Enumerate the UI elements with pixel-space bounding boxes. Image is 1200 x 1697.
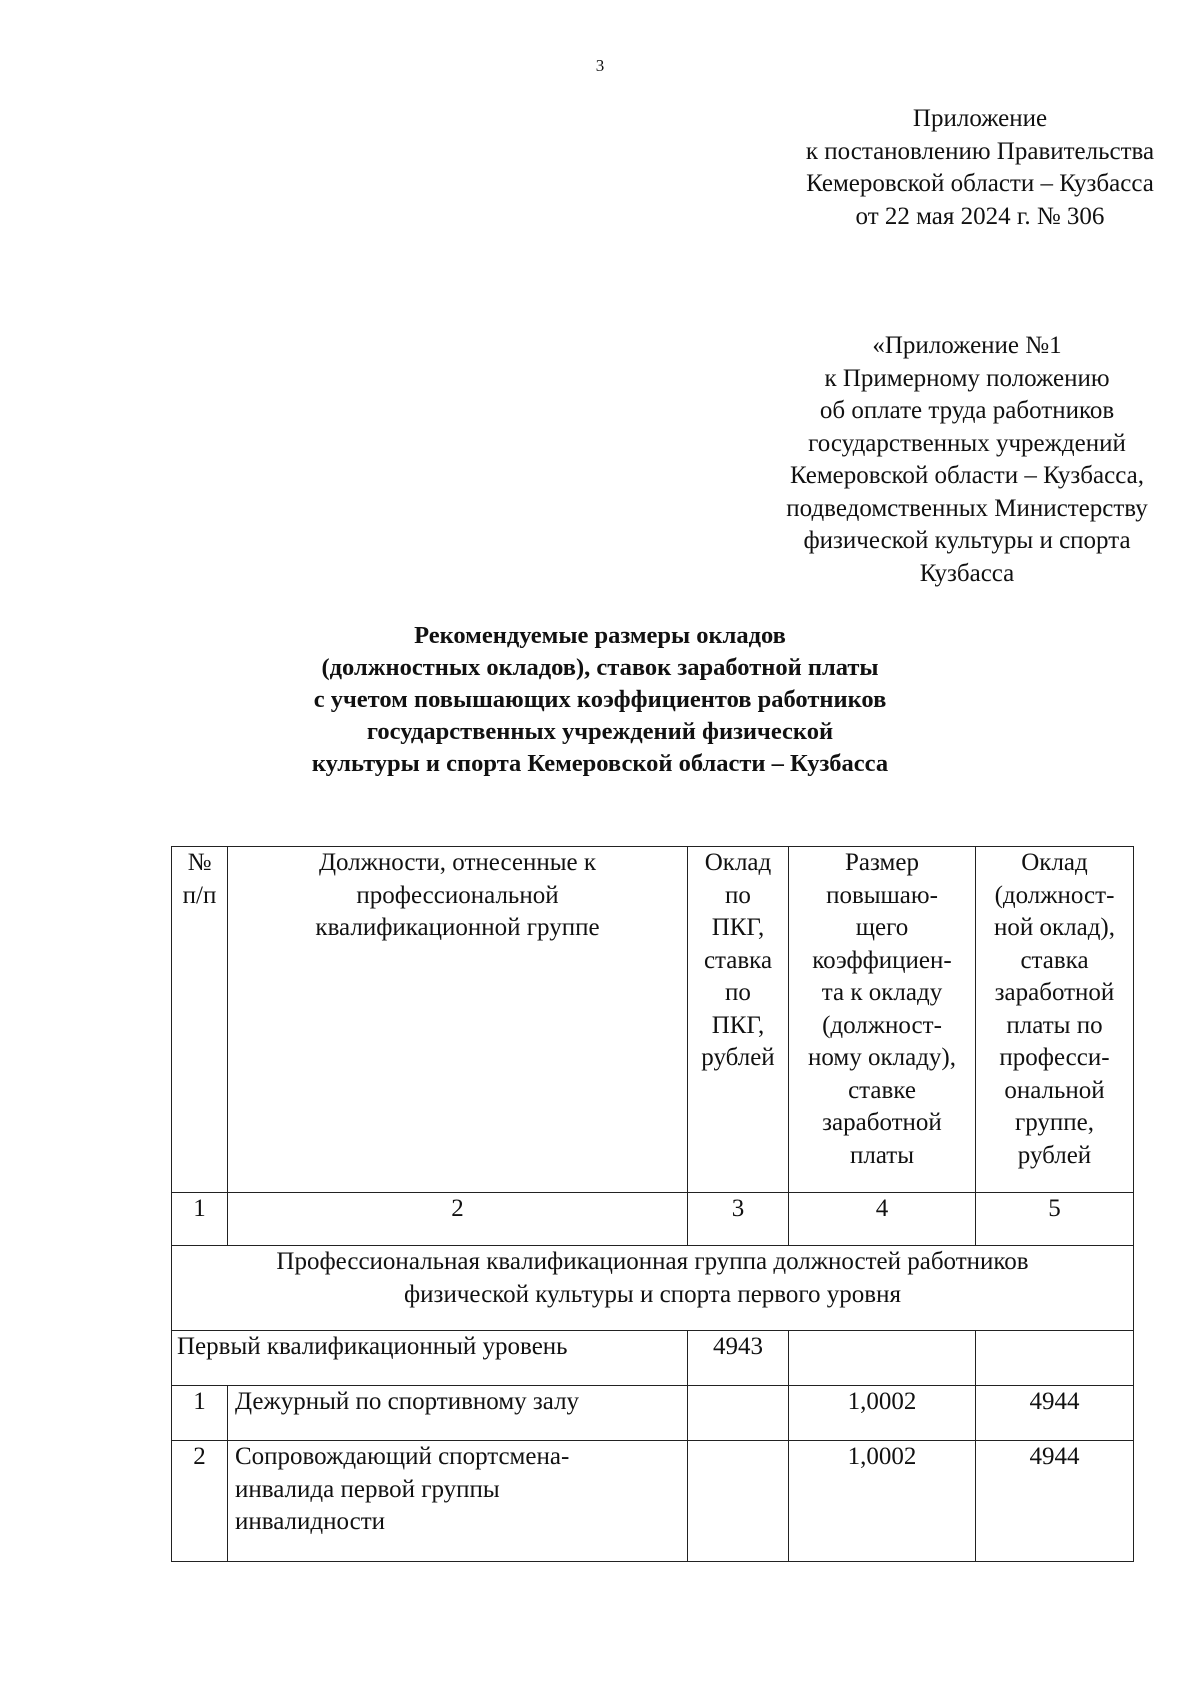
table-header-row — [172, 847, 1134, 1193]
group-title-cell — [172, 1246, 1134, 1331]
column-number: 5 — [976, 1193, 1134, 1246]
title-line: Рекомендуемые размеры окладов — [414, 622, 786, 649]
title-line: с учетом повышающих коэффициентов работников — [313, 686, 887, 713]
annex-header — [667, 330, 1200, 590]
header-cell-base-salary: Оклад по ПКГ, ставка по ПКГ, рублей — [688, 847, 789, 1193]
column-number: 2 — [228, 1193, 688, 1246]
annex-line: физической культуры и спорта — [803, 527, 1131, 554]
row-position: Дежурный по спортивному залу — [228, 1386, 688, 1441]
row-number: 1 — [172, 1386, 228, 1441]
level-salary: 4943 — [688, 1331, 789, 1386]
annex-line: к Примерному положению — [824, 364, 1110, 392]
row-total: 4944 — [976, 1441, 1134, 1562]
row-position: Сопровождающий спортсмена- инвалида первой группы инвалидности — [228, 1441, 688, 1562]
row-total: 4944 — [976, 1386, 1134, 1441]
annex-line: государственных учреждений — [808, 429, 1126, 457]
annex-line: Кемеровской области – Кузбасса, — [790, 462, 1144, 489]
title-line: культуры и спорта Кемеровской области – Кузбасса — [311, 750, 889, 777]
column-number: 4 — [789, 1193, 976, 1246]
approval-line: к постановлению Правительства — [805, 137, 1155, 165]
empty-cell — [688, 1386, 789, 1441]
approval-line: Кемеровской области – Кузбасса — [806, 170, 1154, 197]
column-number: 3 — [688, 1193, 789, 1246]
group-title-row — [172, 1246, 1134, 1331]
annex-line: об оплате труда работников — [819, 397, 1115, 424]
approval-line: Приложение — [912, 105, 1048, 132]
header-cell-number: № п/п — [172, 847, 228, 1193]
header-cell-position: Должности, отнесенные к профессиональной квалификационной группе — [228, 847, 688, 1193]
salary-table — [171, 846, 1134, 1562]
empty-cell — [789, 1331, 976, 1386]
approval-header — [680, 103, 1200, 233]
row-coefficient: 1,0002 — [789, 1386, 976, 1441]
row-coefficient: 1,0002 — [789, 1441, 976, 1562]
annex-line: Кузбасса — [919, 559, 1015, 587]
table-row — [172, 1441, 1134, 1562]
level-label: Первый квалификационный уровень — [172, 1331, 688, 1386]
row-number: 2 — [172, 1441, 228, 1562]
title-line: (должностных окладов), ставок заработной платы — [321, 654, 879, 681]
header-cell-coefficient: Размер повышаю- щего коэффициен- та к окладу (должност- ному окладу), ставке заработной платы — [789, 847, 976, 1193]
page-number: 3 — [595, 56, 605, 75]
empty-cell — [688, 1441, 789, 1562]
annex-line: «Приложение №1 — [872, 332, 1062, 359]
column-number: 1 — [172, 1193, 228, 1246]
group-title-line: Профессиональная квалификационная группа должностей работников — [276, 1248, 1029, 1275]
annex-line: подведомственных Министерству — [786, 494, 1148, 522]
document-title — [0, 620, 1200, 780]
qualification-level-row — [172, 1331, 1134, 1386]
column-numbers-row — [172, 1193, 1134, 1246]
title-line: государственных учреждений физической — [366, 718, 834, 745]
group-title-line: физической культуры и спорта первого уровня — [403, 1280, 901, 1308]
header-cell-total-salary: Оклад (должност- ной оклад), ставка заработной платы по професси- ональной группе, рублей — [976, 847, 1134, 1193]
approval-line: от 22 мая 2024 г. № 306 — [855, 202, 1105, 230]
table-row — [172, 1386, 1134, 1441]
empty-cell — [976, 1331, 1134, 1386]
